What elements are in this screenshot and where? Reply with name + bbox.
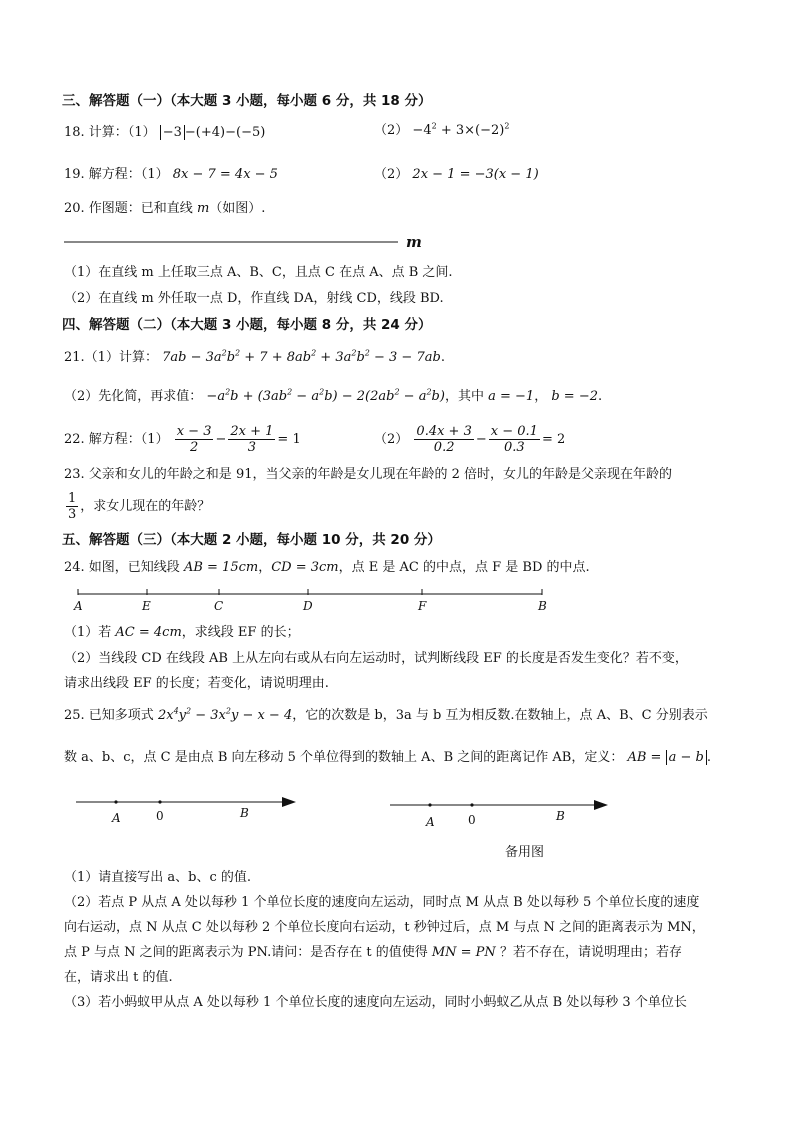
q20-sub-1: （1）在直线 m 上任取三点 A、B、C，且点 C 在点 A、点 B 之间. [64, 265, 453, 280]
q24-sub-2-line-2: 请求出线段 EF 的长度；若变化，请说明理由. [64, 676, 329, 691]
q24-sub-2: （2）当线段 CD 在线段 AB 上从左向右或从右向左运动时，试判断线段 EF 的长度是否发生变化？若不变， [64, 651, 688, 666]
q25-sub-2-line-3: 点 P 与点 N 之间的距离表示为 PN.请问：是否存在 t 的值使得 MN = PN ？若不存在，请说明理由；若存 [64, 945, 682, 960]
question-23: 23. 父亲和女儿的年龄之和是 91，当父亲的年龄是女儿现在年龄的 2 倍时，女儿的年龄是父亲现在年龄的 [64, 467, 673, 482]
backup-arrow-head [594, 800, 608, 810]
backup-point-0 [470, 803, 473, 806]
q22-frac-4: $\frac{x - 0.1}{0.3}$ [490, 424, 538, 455]
q25-sub-1: （1）请直接写出 a、b、c 的值. [64, 870, 252, 885]
label-d: D [303, 599, 313, 613]
label-f: F [418, 599, 427, 613]
q18-expr-1: −3 −(+4)−(−5) [160, 125, 266, 140]
question-19: 19. 解方程：（1） 8x − 7 = 4x − 5 [64, 167, 278, 182]
q25-sub-2-line-4: 在，请求出 t 的值. [64, 970, 173, 985]
q25-sub-2-line-2: 向右运动，点 N 从点 C 处以每秒 2 个单位长度向右运动，t 秒钟过后，点 M 与点 N 之间的距离表示为 MN， [64, 920, 705, 935]
q24-sub-1: （1）若 AC = 4cm，求线段 EF 的长； [64, 625, 300, 640]
question-25: 25. 已知多项式 $2x^4y^2 - 3x^2y - x - 4$，它的次数是 b，3a 与 b 互为相反数.在数轴上，点 A、B、C 分别表示 [64, 706, 708, 723]
axis-label-b: B [240, 806, 249, 820]
question-22: 22. 解方程：（1） $\frac{x - 3}{2}$ − $\frac{2x + 1}{3}$ = 1 [64, 424, 301, 455]
q19-label: 19. 解方程： [64, 167, 141, 182]
backup-axis-label-0: 0 [468, 813, 476, 827]
question-18-part-2: $(2) -4^2 + 3\times(-2)^2$ [374, 121, 510, 138]
backup-number-line-figure [386, 795, 626, 835]
q18-label: 18. 计算： [64, 125, 128, 140]
axis-label-a: A [112, 811, 121, 825]
question-20: 20. 作图题：已和直线 m（如图）. [64, 201, 266, 216]
question-22-part-2: （2） $\frac{0.4x + 3}{0.2}$ − $\frac{x - 0.1}{0.3}$ = 2 [374, 424, 566, 455]
point-a [114, 800, 117, 803]
question-18: 18. 计算：（1） −3 −(+4)−(−5) [64, 125, 266, 140]
question-21-part-1: 21.（1）计算： $7ab - 3a^2b^2 + 7 + 8ab^2 + 3a^2b^2 - 3 - 7ab$. [64, 348, 445, 365]
section-4-title: 四、解答题（二）（本大题 3 小题，每小题 8 分，共 24 分） [62, 317, 432, 333]
q25-sub-3: （3）若小蚂蚁甲从点 A 处以每秒 1 个单位长度的速度向左运动，同时小蚂蚁乙从点 B 处以每秒 3 个单位长 [64, 995, 687, 1010]
q18-expr-2: $-4^2 + 3\times(-2)^2$ [412, 121, 510, 138]
section-5-title: 五、解答题（三）（本大题 2 小题，每小题 10 分，共 20 分） [62, 532, 441, 548]
q25-polynomial: $2x^4y^2 - 3x^2y - x - 4$ [157, 706, 293, 723]
question-24: 24. 如图，已知线段 AB = 15cm，CD = 3cm，点 E 是 AC 的中点，点 F 是 BD 的中点. [64, 560, 590, 575]
segment-ab-figure [66, 586, 556, 616]
q23-fraction: $\frac{1}{3}$ [68, 491, 77, 522]
line-m-figure [60, 232, 440, 252]
q22-frac-3: $\frac{0.4x + 3}{0.2}$ [416, 424, 472, 455]
question-21-part-2: （2）先化简，再求值： $-a^2b + (3ab^2 - a^2b) - 2(2ab^2 - a^2b)$，其中 a = −1， b = −2. [64, 387, 603, 404]
q20-sub-2: （2）在直线 m 外任取一点 D，作直线 DA，射线 CD，线段 BD. [64, 291, 444, 306]
label-a: A [74, 599, 83, 613]
backup-figure-caption: 备用图 [505, 845, 545, 860]
backup-point-a [428, 803, 431, 806]
q19-expr-1: 8x − 7 = 4x − 5 [172, 167, 278, 182]
line-m-label: m [406, 233, 422, 251]
q21-expr-2: $-a^2b + (3ab^2 - a^2b) - 2(2ab^2 - a^2b)$ [206, 387, 445, 404]
q21-expr-1: $7ab - 3a^2b^2 + 7 + 8ab^2 + 3a^2b^2 - 3 - 7ab$ [162, 348, 441, 365]
backup-axis-label-a: A [426, 815, 435, 829]
question-25-line-2: 数 a、b、c，点 C 是由点 B 向左移动 5 个单位得到的数轴上 A、B 之间的距离记作 AB，定义： AB = a − b . [64, 750, 711, 765]
question-19-part-2: （2） 2x − 1 = −3(x − 1) [374, 167, 539, 182]
q19-expr-2: 2x − 1 = −3(x − 1) [412, 167, 539, 182]
arrow-head [282, 797, 296, 807]
q22-frac-2: $\frac{2x + 1}{3}$ [230, 424, 274, 455]
point-0 [158, 800, 161, 803]
label-e: E [142, 599, 151, 613]
question-23-line-2: $\frac{1}{3}$ ，求女儿现在的年龄？ [68, 491, 211, 522]
number-line-figure [70, 790, 310, 830]
q22-frac-1: $\frac{x - 3}{2}$ [176, 424, 212, 455]
section-3-title: 三、解答题（一）（本大题 3 小题，每小题 6 分，共 18 分） [62, 93, 432, 109]
label-b: B [538, 599, 547, 613]
q25-sub-2: （2）若点 P 从点 A 处以每秒 1 个单位长度的速度向左运动，同时点 M 从点 B 处以每秒 5 个单位长度的速度 [64, 895, 700, 910]
backup-axis-label-b: B [556, 809, 565, 823]
label-c: C [214, 599, 224, 613]
axis-label-0: 0 [156, 809, 164, 823]
